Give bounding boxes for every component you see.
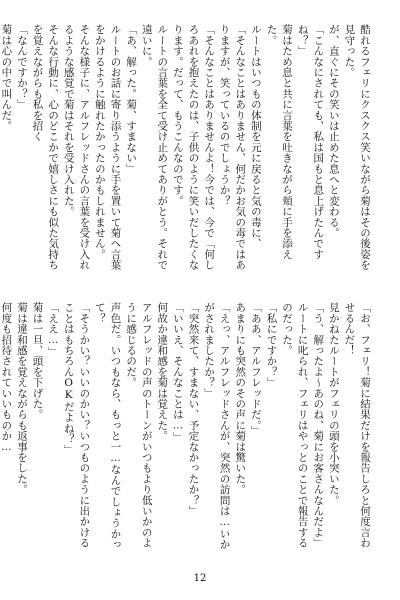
paragraph: あまりにも突然のその声に菊は驚いた。 bbox=[234, 302, 247, 495]
paragraph: 菊はため息と共に言葉を吐きながら頬に手を添えた。 bbox=[265, 24, 294, 260]
paragraph: 「そんなことはありません、何だかお気の毒ではありますが、笑っているのでしょうか？ bbox=[218, 24, 247, 271]
paragraph: 「私にですか？」 bbox=[265, 302, 278, 388]
paragraph: 「ええ…」 bbox=[47, 302, 60, 357]
paragraph: 「お、フェリ！菊に結果だけを報告しろと何度言わせるんだ！ bbox=[343, 302, 371, 549]
paragraph: 見かねたルートがフェリの頭を小突いた。 bbox=[327, 302, 340, 506]
paragraph: 菊は一旦、頭を下げた。 bbox=[31, 302, 44, 420]
paragraph: 「いいえ、そんなことは…」 bbox=[171, 302, 184, 443]
paragraph: 声色だ。いつもなら、もっと一…なんでしょうかって？ bbox=[93, 302, 122, 550]
paragraph: が、直ぐにその笑いは止めた息へと変わる。 bbox=[327, 24, 340, 238]
paragraph: 「そうかい？いいのかい？いつものように出かけることはもちろんOKだよね？」 bbox=[62, 302, 91, 549]
paragraph: ルートはいつもの体制を元に戻ると気の毒に、 bbox=[249, 24, 262, 249]
paragraph: 「なんですか？」 bbox=[15, 24, 28, 110]
paragraph: 「えっ、アルフレッドさんが、突然の訪問は…いかがされましたか？」 bbox=[203, 302, 231, 550]
text-column-top bbox=[0, 24, 372, 279]
paragraph: ルートの言葉を全て受け止めてありがとう。それで遠いに。 bbox=[140, 24, 169, 271]
paragraph: 菊は心の中で叫んだ。 bbox=[0, 24, 13, 131]
paragraph: そんな様子に、アルフレッドさんの言葉を受け入れるような感覚で菊はそれを受け入れた。 bbox=[62, 24, 91, 271]
paragraph: 何故か違和感を菊は覚えた。 bbox=[156, 302, 169, 442]
paragraph: ルートに叱られ、フェリはやっとのことで報告するのだった。 bbox=[281, 302, 309, 549]
paragraph: 菊は違和感を覚えながらも返事をした。 bbox=[15, 302, 28, 495]
paragraph: 「こんなにされても、私は国もと息上げたんですね？」 bbox=[296, 24, 325, 260]
paragraph: そんな行動に、心のどこかで嬉しさにも似た気持ちを覚えながらも私を招く bbox=[31, 24, 60, 271]
paragraph: 「突然来て、すまない、予定なかったか？」 bbox=[187, 302, 200, 516]
paragraph: ルートのお話に寄り添うように手を置いて菊へ言葉をかけるように触れたかったのかもしれません。 bbox=[93, 24, 122, 271]
paragraph: アルフレッドの声のトーンがいつもより低いかのように感じるのだ。 bbox=[125, 302, 153, 549]
text-column-bottom bbox=[0, 302, 372, 557]
paragraph: 「あ、解った。菊、すまない」 bbox=[125, 24, 138, 174]
paragraph: 「う、解ったよ～あのね、菊にお客さんなんだよ」 bbox=[312, 302, 325, 549]
paragraph: 「ああ、アルフレッドだ。」 bbox=[249, 302, 262, 436]
page-number: 12 bbox=[193, 573, 207, 584]
paragraph: 「そんなことはありませんよ！今では、今で「何しろあれを抱えたのは、子供のように笑いだしたくなります。だって、もうこんなのです。 bbox=[171, 24, 216, 271]
paragraph: 何度も招待されていいものか… bbox=[0, 302, 13, 454]
paragraph: 酷れるフェリにクスクス笑いながら菊はその後姿を見守った。 bbox=[343, 24, 371, 271]
